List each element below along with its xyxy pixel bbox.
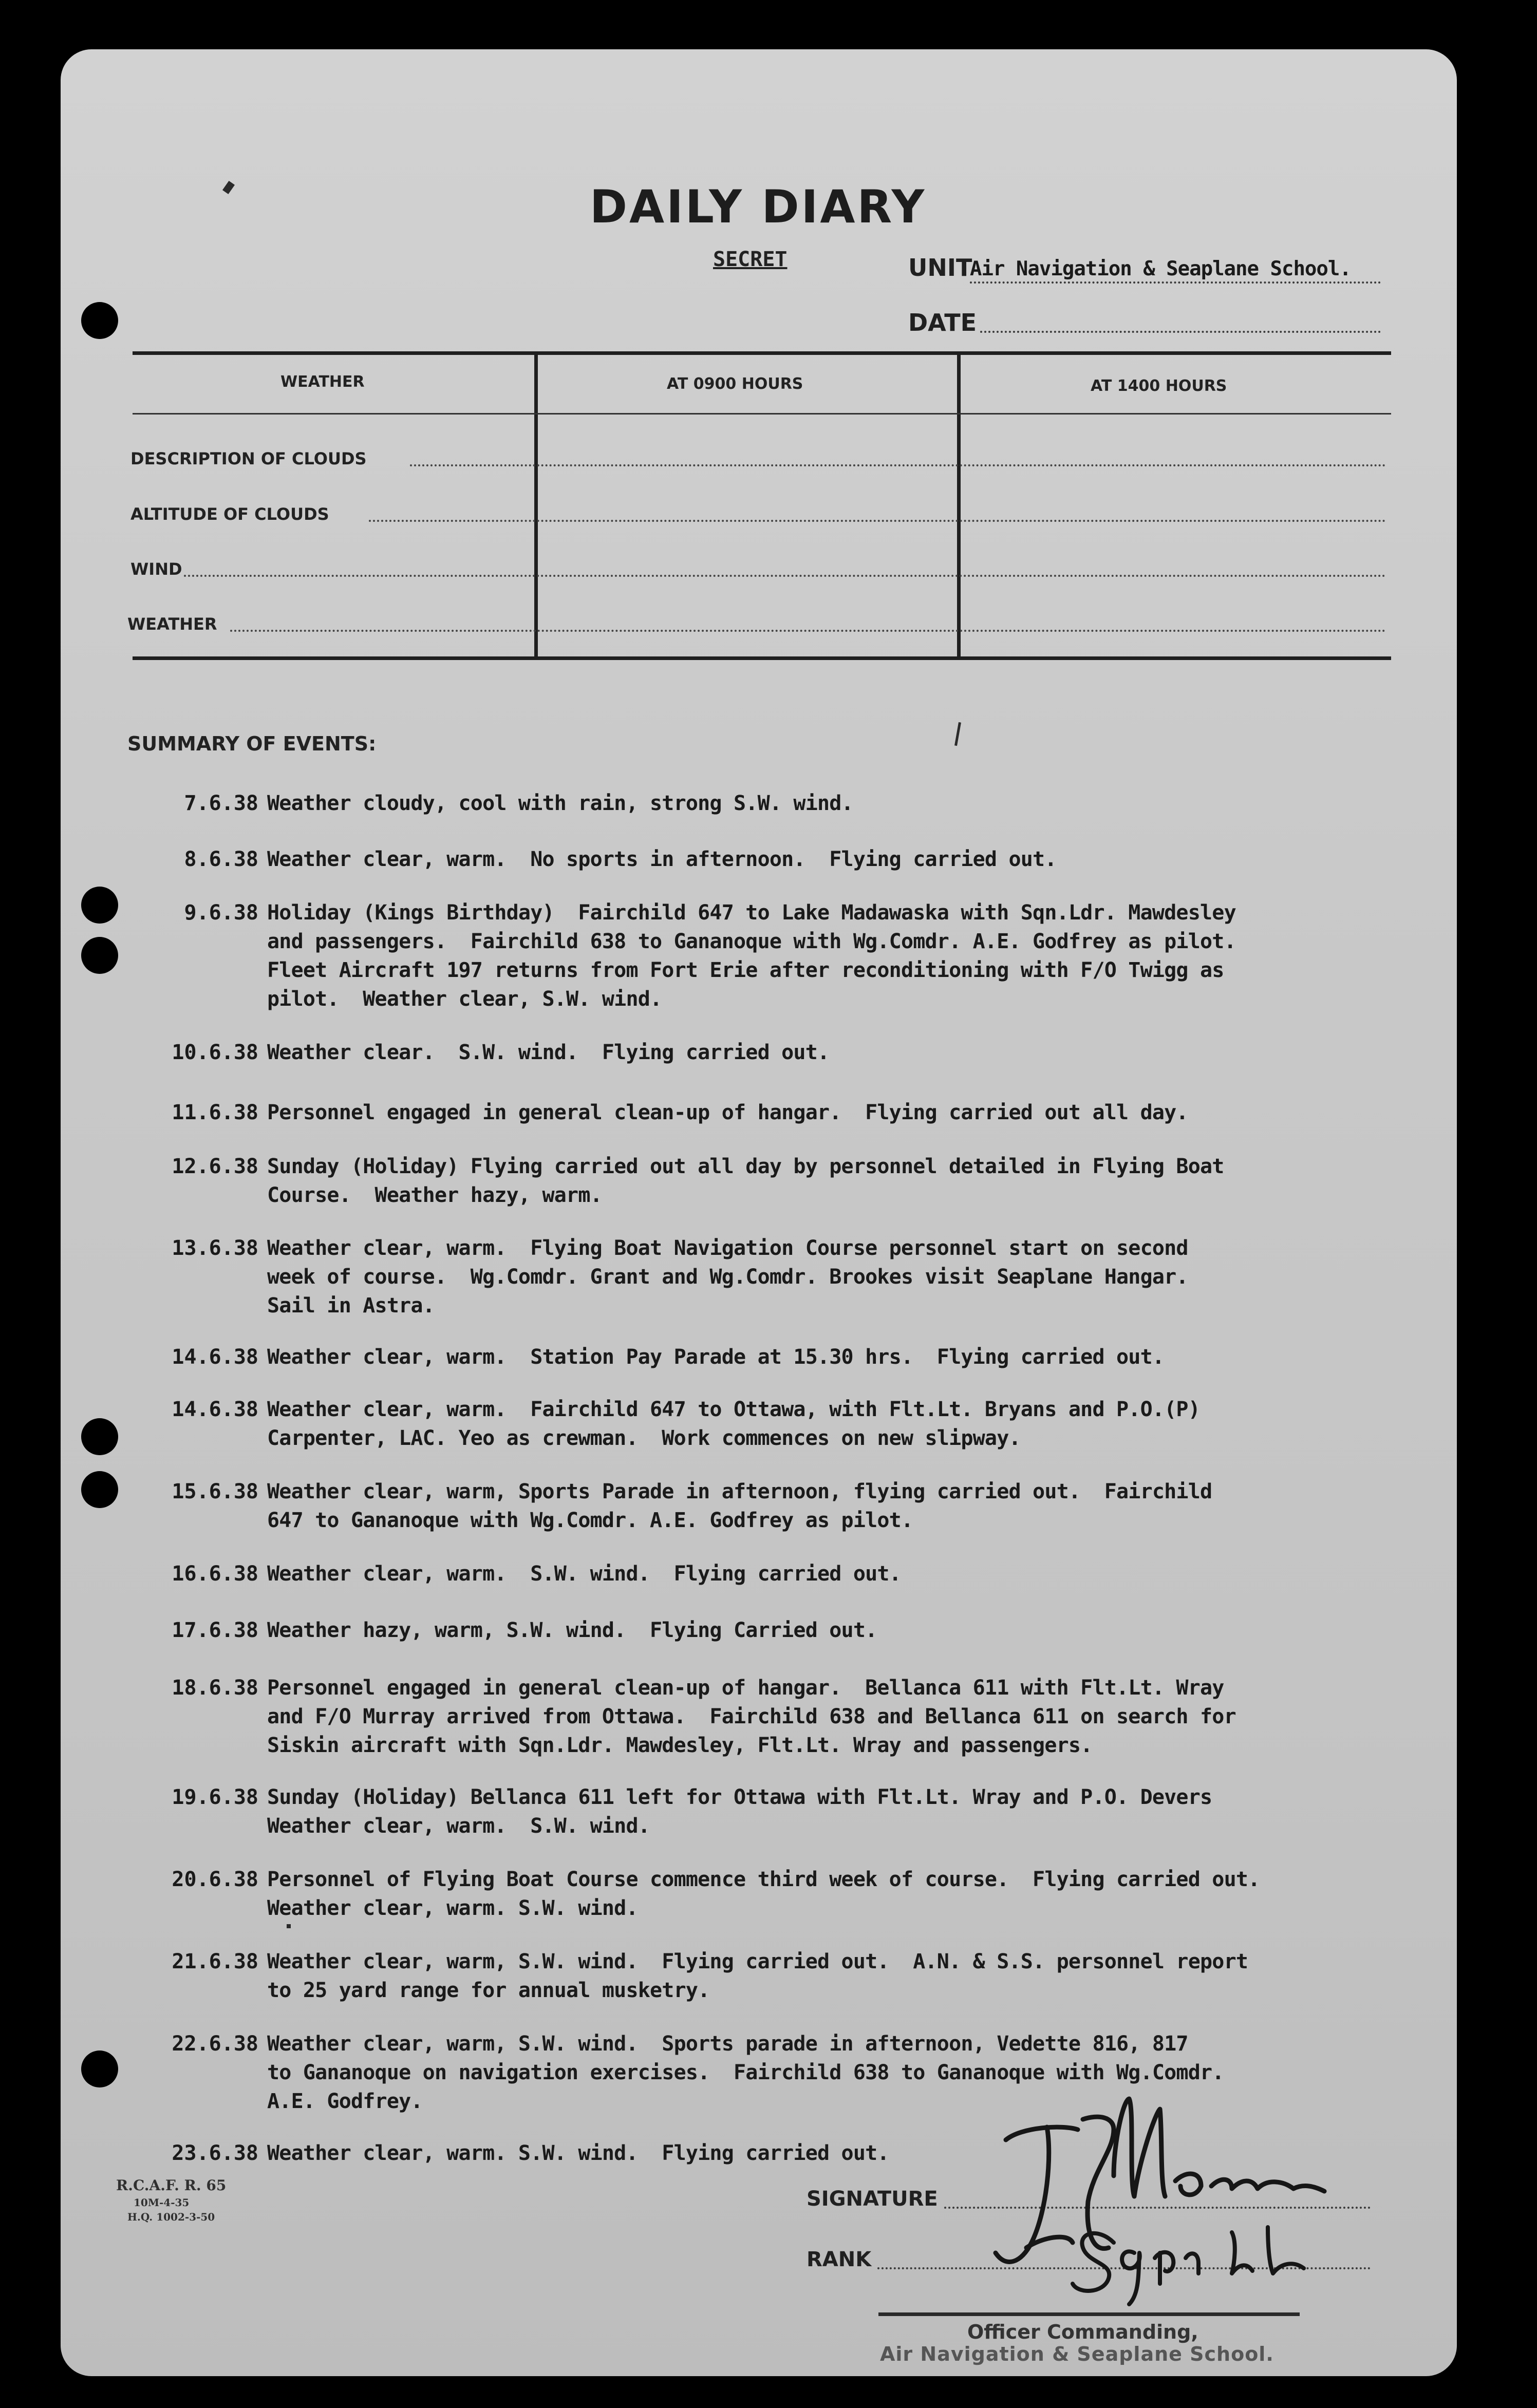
weather-header-0900: AT 0900 HOURS bbox=[667, 375, 803, 393]
entry-date: 18.6.38 bbox=[172, 1676, 258, 1700]
entry-text-line: Course. Weather hazy, warm. bbox=[267, 1183, 602, 1207]
entry-text-line: Weather clear, warm, S.W. wind. Flying carried out. A.N. & S.S. personnel report bbox=[267, 1950, 1248, 1973]
entry-text-line: Weather clear, warm. Station Pay Parade at 15.30 hrs. Flying carried out. bbox=[267, 1345, 1165, 1369]
weather-header-1400: AT 1400 HOURS bbox=[1091, 377, 1227, 395]
punch-hole bbox=[81, 302, 118, 339]
entry-text-line: Weather clear, warm. Flying Boat Navigation Course personnel start on second bbox=[267, 1236, 1188, 1260]
rank-label: RANK bbox=[807, 2248, 872, 2271]
entry-text-line: Weather hazy, warm, S.W. wind. Flying Carried out. bbox=[267, 1619, 877, 1642]
form-number: R.C.A.F. R. 65 bbox=[116, 2177, 227, 2194]
entry-text-line: Carpenter, LAC. Yeo as crewman. Work commences on new slipway. bbox=[267, 1426, 1021, 1450]
entry-date: 20.6.38 bbox=[172, 1868, 258, 1891]
entry-date: 17.6.38 bbox=[172, 1619, 258, 1642]
entry-text-line: Weather clear. S.W. wind. Flying carried out. bbox=[267, 1041, 830, 1064]
handwritten-signature bbox=[944, 2078, 1355, 2315]
entry-date: 7.6.38 bbox=[184, 792, 258, 815]
weather-row-altitude: ALTITUDE OF CLOUDS bbox=[130, 504, 329, 524]
date-label: DATE bbox=[908, 309, 977, 336]
form-title: DAILY DIARY bbox=[590, 180, 927, 233]
entry-text-line: Personnel of Flying Boat Course commence third week of course. Flying carried out. bbox=[267, 1868, 1260, 1891]
entry-text-line: Weather clear, warm. Fairchild 647 to Ottawa, with Flt.Lt. Bryans and P.O.(P) bbox=[267, 1398, 1200, 1421]
signature-label: SIGNATURE bbox=[807, 2187, 938, 2211]
entry-text-line: Fleet Aircraft 197 returns from Fort Erie after reconditioning with F/O Twigg as bbox=[267, 958, 1224, 982]
weather-table-divider-1 bbox=[534, 352, 538, 659]
weather-table-bottom-rule bbox=[133, 656, 1391, 660]
entry-text-line: Weather clear, warm, S.W. wind. Sports parade in afternoon, Vedette 816, 817 bbox=[267, 2032, 1188, 2056]
unit-label: UNIT bbox=[908, 254, 972, 281]
print-code-1: 10M-4-35 bbox=[134, 2196, 190, 2209]
entry-date: 14.6.38 bbox=[172, 1398, 258, 1421]
weather-table-top-rule bbox=[133, 351, 1391, 355]
weather-row-description: DESCRIPTION OF CLOUDS bbox=[130, 449, 367, 468]
classification-marking: SECRET bbox=[713, 248, 788, 271]
entry-date: 15.6.38 bbox=[172, 1480, 258, 1503]
entry-date: 8.6.38 bbox=[184, 848, 258, 871]
entry-date: 14.6.38 bbox=[172, 1345, 258, 1369]
entry-text-line: 647 to Gananoque with Wg.Comdr. A.E. Godfrey as pilot. bbox=[267, 1509, 913, 1532]
entry-text-line: Siskin aircraft with Sqn.Ldr. Mawdesley, Flt.Lt. Wray and passengers. bbox=[267, 1734, 1093, 1757]
entry-date: 12.6.38 bbox=[172, 1155, 258, 1178]
punch-hole bbox=[81, 887, 118, 924]
entry-text-line: week of course. Wg.Comdr. Grant and Wg.Comdr. Brookes visit Seaplane Hangar. bbox=[267, 1265, 1188, 1289]
entry-text-line: Weather clear, warm. No sports in afternoon. Flying carried out. bbox=[267, 848, 1057, 871]
entry-text-line: Personnel engaged in general clean-up of hangar. Bellanca 611 with Flt.Lt. Wray bbox=[267, 1676, 1224, 1700]
weather-header-underline bbox=[133, 413, 1391, 415]
entry-text-line: Weather clear, warm. S.W. wind. Flying carried out. bbox=[267, 1562, 901, 1586]
entry-text-line: Sail in Astra. bbox=[267, 1294, 435, 1318]
entry-text-line: Holiday (Kings Birthday) Fairchild 647 to Lake Madawaska with Sqn.Ldr. Mawdesley bbox=[267, 901, 1236, 925]
print-code-2: H.Q. 1002-3-50 bbox=[127, 2211, 215, 2223]
diary-page bbox=[61, 49, 1457, 2376]
entry-text-line: Personnel engaged in general clean-up of hangar. Flying carried out all day. bbox=[267, 1101, 1188, 1124]
entry-text-line: Weather clear, warm. S.W. wind. bbox=[267, 1896, 638, 1920]
entry-date: 13.6.38 bbox=[172, 1236, 258, 1260]
unit-dotted-line bbox=[970, 281, 1381, 284]
entry-date: 10.6.38 bbox=[172, 1041, 258, 1064]
entry-text-line: Weather clear, warm. S.W. wind. bbox=[267, 1814, 650, 1838]
unit-value: Air Navigation & Seaplane School. bbox=[970, 257, 1351, 280]
punch-hole bbox=[81, 2050, 118, 2087]
entry-text-line: and passengers. Fairchild 638 to Gananoque with Wg.Comdr. A.E. Godfrey as pilot. bbox=[267, 930, 1236, 953]
weather-header-weather: WEATHER bbox=[280, 373, 365, 391]
weather-row-wind: WIND bbox=[130, 559, 182, 579]
entry-date: 21.6.38 bbox=[172, 1950, 258, 1973]
entry-date: 9.6.38 bbox=[184, 901, 258, 925]
entry-text-line: A.E. Godfrey. bbox=[267, 2090, 423, 2113]
entry-date: 22.6.38 bbox=[172, 2032, 258, 2056]
entry-text-line: to Gananoque on navigation exercises. Fairchild 638 to Gananoque with Wg.Comdr. bbox=[267, 2061, 1224, 2084]
weather-table-divider-2 bbox=[957, 352, 961, 659]
entry-date: 19.6.38 bbox=[172, 1785, 258, 1809]
punch-hole bbox=[81, 937, 118, 974]
entry-text-line: Weather cloudy, cool with rain, strong S.W. wind. bbox=[267, 792, 853, 815]
punch-hole bbox=[81, 1418, 118, 1455]
date-dotted-line bbox=[980, 331, 1381, 333]
entry-text-line: Weather clear, warm. S.W. wind. Flying carried out. bbox=[267, 2141, 889, 2165]
weather-row-weather: WEATHER bbox=[127, 614, 217, 634]
entry-text-line: pilot. Weather clear, S.W. wind. bbox=[267, 987, 662, 1011]
entry-date: 11.6.38 bbox=[172, 1101, 258, 1124]
entry-date: 16.6.38 bbox=[172, 1562, 258, 1586]
entry-text-line: to 25 yard range for annual musketry. bbox=[267, 1979, 710, 2002]
punch-hole bbox=[81, 1471, 118, 1508]
summary-of-events-heading: SUMMARY OF EVENTS: bbox=[127, 732, 377, 755]
stamp-line-2: Air Navigation & Seaplane School. bbox=[880, 2343, 1274, 2365]
entry-text-line: and F/O Murray arrived from Ottawa. Fairchild 638 and Bellanca 611 on search for bbox=[267, 1705, 1236, 1728]
stamp-rule bbox=[878, 2312, 1300, 2316]
entry-text-line: Weather clear, warm, Sports Parade in afternoon, flying carried out. Fairchild bbox=[267, 1480, 1212, 1503]
stamp-line-1: Officer Commanding, bbox=[967, 2321, 1198, 2343]
entry-date: 23.6.38 bbox=[172, 2141, 258, 2165]
entry-text-line: Sunday (Holiday) Bellanca 611 left for Ottawa with Flt.Lt. Wray and P.O. Devers bbox=[267, 1785, 1212, 1809]
entry-text-line: Sunday (Holiday) Flying carried out all day by personnel detailed in Flying Boat bbox=[267, 1155, 1224, 1178]
